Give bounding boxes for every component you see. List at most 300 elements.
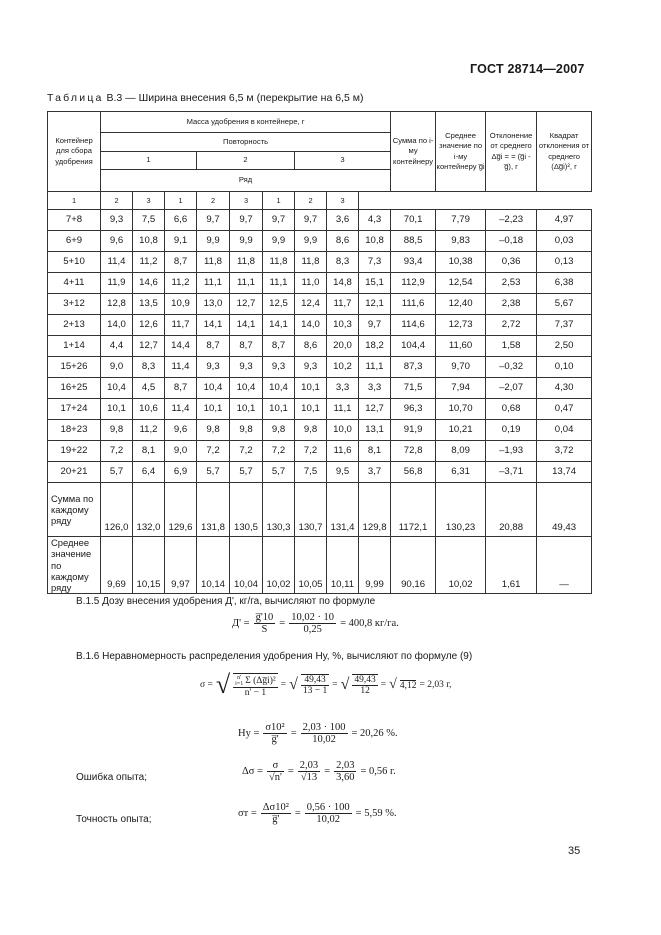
cell-pair: 2+13 [48,315,101,336]
formula-sigma [200,672,451,698]
acc-fraction-2 [305,802,352,825]
cell-value: 11,8 [263,252,295,273]
cell-value: 13,1 [359,420,391,441]
table-row [48,315,592,336]
cell-square: 0,13 [537,252,592,273]
r2-num: 49,43 [354,675,376,685]
cell-square: 2,50 [537,336,592,357]
cell-value: 5,7 [230,462,263,483]
header-deviation-column: Отклонение от среднего Δg̅i = = (g̅i - g̅), г [486,112,537,192]
cell-value: 9,3 [295,357,327,378]
hu-fraction-1 [263,722,286,745]
cell-sum: 87,3 [391,357,436,378]
cell-average: 7,79 [436,210,486,231]
cell-value: 4,4 [101,336,133,357]
cell-value: 10,1 [101,399,133,420]
table-row [48,441,592,462]
err-num2: 2,03 [299,760,319,771]
cell-square: 0,03 [537,231,592,252]
err-fraction-2 [298,760,320,783]
cell-value: 7,5 [133,210,165,231]
cell-value: 6,4 [133,462,165,483]
cell-value: 10,1 [230,399,263,420]
cell-value: 9,5 [327,462,359,483]
cell-square: 0,04 [537,420,592,441]
cell-sum: 91,9 [391,420,436,441]
sigma-inner-den: n' − 1 [244,687,267,698]
cell-value: 130,5 [230,483,263,537]
sigma-lhs: σ = [200,680,213,690]
table-row [48,231,592,252]
average-row [48,537,592,594]
section-v16-text: В.1.6 Неравномерность распределения удобрения Hу, %, вычисляют по формуле (9) [76,651,473,662]
cell-square: 13,74 [537,462,592,483]
cell-value: 14,6 [133,273,165,294]
table-caption [47,92,363,104]
cell-value: 10,11 [327,537,359,594]
dose-fraction-1 [254,612,276,635]
cell-value: 12,6 [133,315,165,336]
cell-value: 9,8 [197,420,230,441]
acc-fraction-1 [261,802,291,825]
sum-row-label: Сумма по каждому ряду [48,483,101,537]
cell-value: 126,0 [101,483,133,537]
err-fraction-3 [334,760,356,783]
cell-value: 9,3 [263,357,295,378]
cell-deviation: –3,71 [486,462,537,483]
cell-pair: 5+10 [48,252,101,273]
cell-value: 7,5 [295,462,327,483]
cell-value: 8,7 [230,336,263,357]
cell-value: 131,4 [327,483,359,537]
cell-value: 13,0 [197,294,230,315]
cell-pair: 16+25 [48,378,101,399]
cell-value: 10,8 [359,231,391,252]
caption-prefix: Таблица [47,92,104,104]
dose-f1-den: S [261,624,268,635]
r1-den: 13 − 1 [302,686,328,696]
cell-value: 14,0 [295,315,327,336]
cell-value: 10,1 [295,378,327,399]
cell-sq: 49,43 [537,483,592,537]
sum-row [48,483,592,537]
cell-value: 9,7 [359,315,391,336]
dose-f1-num: g̅'10 [255,612,274,623]
cell-value: 3,3 [359,378,391,399]
cell-value: 8,6 [327,231,359,252]
cell-value: 11,9 [101,273,133,294]
cell-value: 14,8 [327,273,359,294]
cell-value: 8,3 [327,252,359,273]
cell-value: 9,8 [295,420,327,441]
cell-value: 129,8 [359,483,391,537]
cell-square: 3,72 [537,441,592,462]
cell-sum: 90,16 [391,537,436,594]
cell-value: 3,7 [359,462,391,483]
acc-lhs: σт = [238,808,257,819]
err-den2: √13 [300,772,318,783]
header-sub-number: 2 [295,192,327,210]
cell-value: 11,1 [327,399,359,420]
cell-sum: 111,6 [391,294,436,315]
cell-pair: 7+8 [48,210,101,231]
cell-value: 11,8 [295,252,327,273]
table-row [48,378,592,399]
cell-deviation: 0,36 [486,252,537,273]
cell-sum: 93,4 [391,252,436,273]
cell-value: 11,1 [230,273,263,294]
cell-value: 11,1 [359,357,391,378]
dose-lhs: Д' = [232,618,250,629]
cell-deviation: –2,23 [486,210,537,231]
cell-deviation: –0,32 [486,357,537,378]
cell-value: 18,2 [359,336,391,357]
sigma-eq2: = [332,680,338,690]
cell-square: 4,30 [537,378,592,399]
cell-value: 11,7 [165,315,197,336]
err-den3: 3,60 [336,772,355,783]
cell-value: 11,4 [165,357,197,378]
dose-fraction-2 [289,612,336,635]
cell-square: 0,10 [537,357,592,378]
cell-value: 129,6 [165,483,197,537]
cell-value: 11,6 [327,441,359,462]
cell-sum: 1172,1 [391,483,436,537]
table-row [48,420,592,441]
cell-sum: 114,6 [391,315,436,336]
cell-deviation: 1,58 [486,336,537,357]
cell-deviation: 2,53 [486,273,537,294]
cell-value: 5,7 [101,462,133,483]
cell-pair: 19+22 [48,441,101,462]
hu-eq: = [290,728,297,739]
err-num3: 2,03 [336,760,355,771]
err-eq2: = [324,766,331,777]
data-table [47,111,592,594]
sigma-radicand-3 [352,674,377,696]
cell-value: 10,15 [133,537,165,594]
cell-value: 6,9 [165,462,197,483]
cell-value: 11,4 [101,252,133,273]
cell-value: 130,7 [295,483,327,537]
header-repetition: Повторность [101,133,391,152]
cell-average: 10,21 [436,420,486,441]
cell-value: 4,5 [133,378,165,399]
cell-value: 12,4 [295,294,327,315]
cell-pair: 3+12 [48,294,101,315]
err-result: = 0,56 г. [360,766,396,777]
sigma-result: = 2,03 г, [419,680,452,690]
cell-value: 9,69 [101,537,133,594]
cell-sum: 71,5 [391,378,436,399]
err-eq1: = [287,766,294,777]
cell-value: 10,6 [133,399,165,420]
sum-top: n' [237,674,242,681]
header-average-column: Среднее значение по i-му контейнеру g̅i [436,112,486,192]
acc-num2: 0,56 · 100 [306,802,350,813]
cell-average: 10,38 [436,252,486,273]
cell-value: 13,5 [133,294,165,315]
cell-value: 9,8 [263,420,295,441]
cell-avg: 130,23 [436,483,486,537]
header-square-column: Квадрат отклонения от среднего (Δg̅i)², г [537,112,592,192]
cell-value: 5,7 [197,462,230,483]
header-sub-number: 3 [230,192,263,210]
cell-value: 10,1 [197,399,230,420]
cell-sum: 56,8 [391,462,436,483]
cell-average: 12,54 [436,273,486,294]
cell-square: 4,97 [537,210,592,231]
cell-average: 7,94 [436,378,486,399]
cell-sum: 72,8 [391,441,436,462]
cell-deviation: –1,93 [486,441,537,462]
acc-num: Δσ10² [262,802,289,813]
cell-value: 4,3 [359,210,391,231]
cell-value: 11,1 [263,273,295,294]
header-rep-3: 3 [295,152,391,170]
dose-eq: = [279,618,286,629]
cell-value: 7,2 [230,441,263,462]
cell-value: 131,8 [197,483,230,537]
sqrt-icon-4: √ [389,677,397,692]
cell-value: 11,2 [133,420,165,441]
header-rep-1: 1 [101,152,197,170]
formula-hu [238,722,398,745]
cell-pair: 6+9 [48,231,101,252]
sigma-inner-fraction [233,675,278,698]
table-row [48,210,592,231]
cell-value: 12,8 [101,294,133,315]
dose-result: = 400,8 кг/га. [340,618,399,629]
cell-value: 9,3 [101,210,133,231]
cell-average: 9,70 [436,357,486,378]
cell-value: 10,0 [327,420,359,441]
cell-square: 7,37 [537,315,592,336]
cell-pair: 20+21 [48,462,101,483]
cell-average: 9,83 [436,231,486,252]
header-sub-number: 1 [165,192,197,210]
cell-value: 10,4 [263,378,295,399]
formula-accuracy [238,802,397,825]
sigma-r3: 4,12 [399,680,417,691]
header-mass: Масса удобрения в контейнере, г [101,112,391,133]
cell-value: 9,97 [165,537,197,594]
cell-value: 12,1 [359,294,391,315]
cell-pair: 17+24 [48,399,101,420]
section-v15-text: В.1.5 Дозу внесения удобрения Д', кг/га, вычисляют по формуле [76,596,376,607]
table-row [48,252,592,273]
table-row [48,336,592,357]
cell-value: 7,2 [101,441,133,462]
sqrt-icon: √ [215,670,231,699]
table-row [48,294,592,315]
err-den: √n' [268,772,282,783]
hu-den: g̅' [271,734,279,745]
cell-value: 9,9 [263,231,295,252]
sigma-r1 [301,675,329,696]
header-container-pair: Контейнер для сбора удобрения [48,112,101,192]
acc-den: g̅' [272,814,280,825]
cell-deviation: –2,07 [486,378,537,399]
cell-average: 8,09 [436,441,486,462]
sum-body: Σ (Δg̅i)² [245,675,276,686]
cell-value: 8,7 [197,336,230,357]
sigma-eq3: = [380,680,387,690]
cell-value: 10,4 [101,378,133,399]
error-label: Ошибка опыта; [76,772,148,783]
dose-f2-num: 10,02 · 10 [291,612,335,623]
cell-average: 12,40 [436,294,486,315]
r2-den: 12 [360,686,370,696]
cell-value: 10,04 [230,537,263,594]
err-lhs: Δσ = [242,766,263,777]
cell-value: 10,02 [263,537,295,594]
sum-bottom: i=1 [235,680,244,687]
cell-value: 9,9 [230,231,263,252]
cell-value: 8,3 [133,357,165,378]
formula-error [242,760,396,783]
table-row [48,399,592,420]
acc-eq: = [294,808,301,819]
cell-square: 0,47 [537,399,592,420]
cell-value: 14,1 [263,315,295,336]
cell-value: 11,2 [165,273,197,294]
sigma-inner-num [233,675,278,688]
cell-value: 10,3 [327,315,359,336]
header-row-numbers [48,192,592,210]
acc-den2: 10,02 [316,814,341,825]
header-row: Ряд [101,170,391,192]
cell-value: 130,3 [263,483,295,537]
cell-average: 12,73 [436,315,486,336]
cell-value: 9,7 [263,210,295,231]
cell-value: 7,2 [295,441,327,462]
cell-sum: 96,3 [391,399,436,420]
cell-value: 9,7 [230,210,263,231]
sigma-eq1: = [280,680,287,690]
cell-value: 11,4 [165,399,197,420]
cell-average: 6,31 [436,462,486,483]
cell-value: 10,4 [230,378,263,399]
cell-value: 3,6 [327,210,359,231]
cell-pair: 4+11 [48,273,101,294]
r1-num: 49,43 [301,675,329,686]
page-number: 35 [568,845,581,857]
cell-value: 12,7 [133,336,165,357]
cell-value: 9,9 [197,231,230,252]
sum-limits [235,675,243,687]
cell-value: 10,05 [295,537,327,594]
cell-value: 14,1 [197,315,230,336]
cell-avg: 10,02 [436,537,486,594]
cell-value: 11,0 [295,273,327,294]
cell-value: 7,2 [263,441,295,462]
sqrt-icon-3: √ [340,676,350,693]
cell-value: 10,8 [133,231,165,252]
cell-value: 11,8 [230,252,263,273]
hu-result: = 20,26 %. [351,728,398,739]
caption-text: В.3 — Ширина внесения 6,5 м (перекрытие на 6,5 м) [106,92,364,104]
table-row [48,273,592,294]
sigma-radicand-2 [301,674,329,696]
cell-value: 9,1 [165,231,197,252]
hu-num: σ10² [265,722,285,733]
cell-deviation: 0,19 [486,420,537,441]
cell-value: 9,0 [165,441,197,462]
cell-value: 3,3 [327,378,359,399]
cell-deviation: –0,18 [486,231,537,252]
cell-pair: 18+23 [48,420,101,441]
cell-value: 12,5 [263,294,295,315]
cell-dev: 20,88 [486,483,537,537]
cell-value: 8,1 [359,441,391,462]
cell-value: 6,6 [165,210,197,231]
cell-value: 11,1 [197,273,230,294]
cell-pair: 15+26 [48,357,101,378]
cell-value: 10,1 [263,399,295,420]
table-row [48,462,592,483]
header-sub-number: 2 [101,192,133,210]
header-sum-column: Сумма по i-му контейнеру [391,112,436,192]
cell-sum: 70,1 [391,210,436,231]
cell-value: 8,7 [165,252,197,273]
cell-value: 9,6 [165,420,197,441]
cell-value: 10,1 [295,399,327,420]
header-rep-2: 2 [197,152,295,170]
cell-square: 6,38 [537,273,592,294]
cell-value: 15,1 [359,273,391,294]
cell-value: 20,0 [327,336,359,357]
cell-value: 11,8 [197,252,230,273]
cell-deviation: 0,68 [486,399,537,420]
cell-value: 14,4 [165,336,197,357]
cell-square: 5,67 [537,294,592,315]
cell-dev: 1,61 [486,537,537,594]
hu-den2: 10,02 [312,734,336,745]
hu-num2: 2,03 · 100 [302,722,346,733]
cell-value: 12,7 [230,294,263,315]
cell-value: 7,3 [359,252,391,273]
cell-sum: 112,9 [391,273,436,294]
header-sub-number: 1 [263,192,295,210]
cell-sq: — [537,537,592,594]
err-num: σ [267,760,284,772]
cell-value: 11,2 [133,252,165,273]
cell-deviation: 2,72 [486,315,537,336]
sqrt-icon-2: √ [289,676,298,693]
cell-sum: 104,4 [391,336,436,357]
cell-average: 11,60 [436,336,486,357]
cell-value: 9,6 [101,231,133,252]
cell-average: 10,70 [436,399,486,420]
cell-value: 8,7 [165,378,197,399]
cell-value: 9,8 [101,420,133,441]
dose-f2-den: 0,25 [303,624,322,635]
average-row-label: Среднее значение по каждому ряду [48,537,101,594]
cell-value: 11,7 [327,294,359,315]
cell-value: 8,1 [133,441,165,462]
acc-result: = 5,59 %. [355,808,397,819]
cell-value: 9,99 [359,537,391,594]
cell-value: 10,2 [327,357,359,378]
table-row [48,357,592,378]
header-sub-number: 1 [48,192,101,210]
cell-value: 132,0 [133,483,165,537]
cell-value: 5,7 [263,462,295,483]
cell-value: 9,9 [295,231,327,252]
cell-value: 14,1 [230,315,263,336]
sigma-radicand [233,673,278,698]
